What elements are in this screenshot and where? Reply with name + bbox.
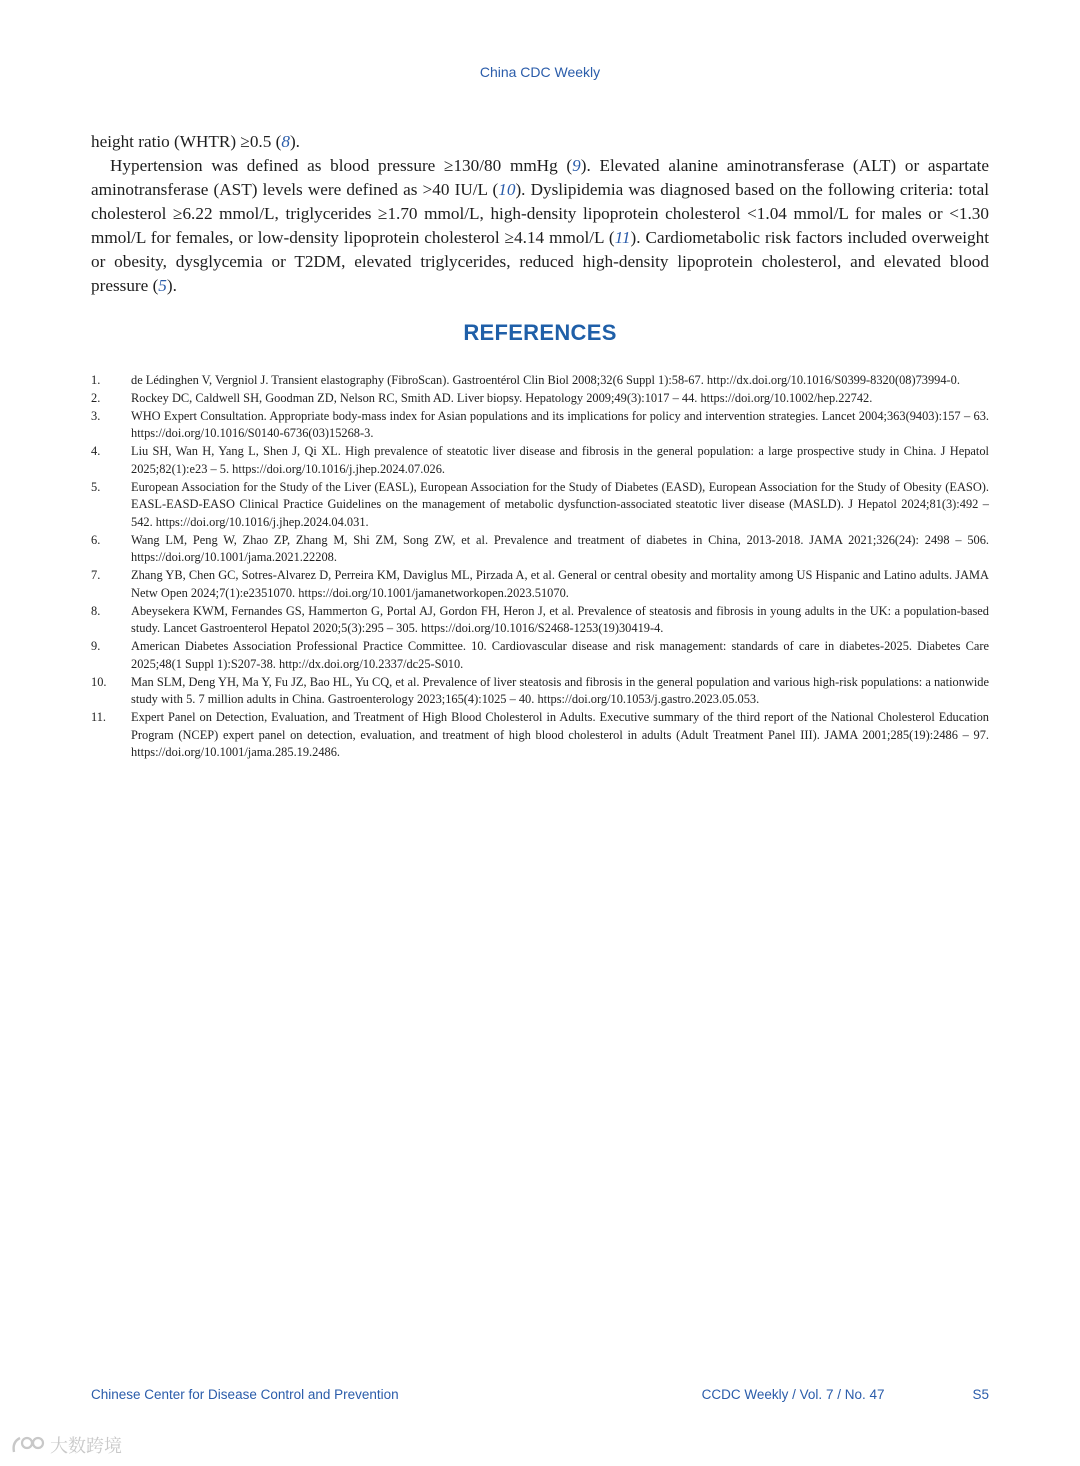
- reference-item: [91, 638, 989, 673]
- running-header: China CDC Weekly: [479, 64, 601, 80]
- citation-link[interactable]: 11: [614, 228, 631, 247]
- reference-number: 3.: [91, 408, 101, 423]
- reference-text: American Diabetes Association Professional Practice Committee. 10. Cardiovascular disease and risk management: standards of care in diabetes-2025. Diabetes Care 2025;48(1 Suppl 1):S207-38. http://dx.doi.org/10.2337/dc25-S010.: [131, 639, 989, 671]
- reference-item: [91, 390, 989, 408]
- paragraph-1: height ratio (WHTR) ≥0.5 (8).: [91, 132, 300, 151]
- reference-text: Wang LM, Peng W, Zhao ZP, Zhang M, Shi ZM, Song ZW, et al. Prevalence and treatment of diabetes in China, 2013-2018. JAMA 2021;326(24): 2498 – 506. https://doi.org/10.1001/jama.2021.22208.: [131, 532, 989, 565]
- reference-item: [91, 443, 989, 478]
- reference-number: 9.: [91, 639, 101, 654]
- reference-item: [91, 532, 989, 567]
- watermark: [10, 1432, 122, 1458]
- reference-item: [91, 567, 989, 602]
- reference-number: 4.: [91, 444, 101, 459]
- reference-text: Rockey DC, Caldwell SH, Goodman ZD, Nelson RC, Smith AD. Liver biopsy. Hepatology 2009;49(3):1017 – 44. https://doi.org/10.1002/hep.22742.: [131, 390, 873, 405]
- citation-link[interactable]: 10: [498, 180, 516, 199]
- reference-text: WHO Expert Consultation. Appropriate body-mass index for Asian populations and its implications for policy and intervention strategies. Lancet 2004;363(9403):157 – 63. https://doi.org/10.1016/S0140-6736(03)15268-3.: [131, 408, 989, 441]
- reference-item: [91, 709, 989, 762]
- reference-number: 11.: [91, 710, 107, 725]
- citation-link[interactable]: 5: [158, 276, 167, 295]
- reference-item: [91, 603, 989, 638]
- reference-text: Expert Panel on Detection, Evaluation, and Treatment of High Blood Cholesterol in Adults. Executive summary of the third report of the National Cholesterol Education Program (NCEP) expert panel on detection, evaluation, and treatment of high blood cholesterol in adults (Adult Treatment Panel III). JAMA 2001;285(19):2486 – 97. https://doi.org/10.1001/jama.285.19.2486.: [131, 710, 989, 760]
- watermark-text: 大数跨境: [50, 1436, 122, 1457]
- reference-number: 7.: [91, 568, 101, 583]
- reference-text: European Association for the Study of the Liver (EASL), European Association for the Study of Diabetes (EASD), European Association for the Study of Obesity (EASO). EASL-EASD-EASO Clinical Practice Guidelines on the management of metabolic dysfunction-associated steatotic liver disease (MASLD). J Hepatol 2024;81(3):492 – 542. https://doi.org/10.1016/j.jhep.2024.04.031.: [131, 479, 989, 529]
- citation-link[interactable]: 9: [572, 156, 581, 175]
- reference-number: 6.: [91, 532, 101, 547]
- reference-item: [91, 408, 989, 443]
- reference-number: 8.: [91, 603, 101, 618]
- reference-text: Abeysekera KWM, Fernandes GS, Hammerton G, Portal AJ, Gordon FH, Heron J, et al. Prevalence of steatosis and fibrosis in young adults in the UK: a population-based study. Lancet Gastroenterol Hepatol 2020;5(3):295 – 305. https://doi.org/10.1016/S2468-1253(19)30419-4.: [131, 603, 989, 636]
- reference-item: [91, 372, 989, 390]
- brand-logo-icon: [10, 1434, 46, 1456]
- footer-organization: Chinese Center for Disease Control and Prevention: [91, 1387, 399, 1402]
- reference-text: Zhang YB, Chen GC, Sotres-Alvarez D, Perreira KM, Daviglus ML, Pirzada A, et al. General or central obesity and mortality among US Hispanic and Latino adults. JAMA Netw Open 2024;7(1):e2351070. https://doi.org/10.1001/jamanetworkopen.2023.51070.: [131, 568, 989, 600]
- reference-number: 10.: [91, 674, 107, 689]
- reference-number: 5.: [91, 479, 101, 494]
- reference-text: Liu SH, Wan H, Yang L, Shen J, Qi XL. High prevalence of steatotic liver disease and fibrosis in the general population: a large prospective study in China. J Hepatol 2025;82(1):e23 – 5. https://doi.org/10.1016/j.jhep.2024.07.026.: [131, 444, 989, 476]
- paragraph-2: Hypertension was defined as blood pressure ≥130/80 mmHg (9). Elevated alanine aminotransferase (ALT) or aspartate aminotransferase (AST) levels were defined as >40 IU/L (10). Dyslipidemia was diagnosed based on the following criteria: total cholesterol ≥6.22 mmol/L, triglycerides ≥1.70 mmol/L, high-density lipoprotein cholesterol <1.04 mmol/L for males or <1.30 mmol/L for females, or low-density lipoprotein cholesterol ≥4.14 mmol/L (11). Cardiometabolic risk factors included overweight or obesity, dysglycemia or T2DM, elevated triglycerides, reduced high-density lipoprotein cholesterol, and elevated blood pressure (5).: [91, 156, 990, 295]
- body-text: [91, 130, 989, 298]
- reference-list: [91, 372, 989, 762]
- reference-item: [91, 674, 989, 709]
- references-heading: REFERENCES: [463, 320, 617, 345]
- page-footer: [91, 1387, 989, 1402]
- reference-number: 2.: [91, 390, 101, 405]
- footer-journal-info: CCDC Weekly / Vol. 7 / No. 47: [701, 1387, 885, 1402]
- citation-link[interactable]: 8: [281, 132, 290, 151]
- page-number: S5: [972, 1387, 989, 1402]
- reference-text: Man SLM, Deng YH, Ma Y, Fu JZ, Bao HL, Yu CQ, et al. Prevalence of liver steatosis and fibrosis in the general population and various high-risk populations: a nationwide study with 5. 7 million adults in China. Gastroenterology 2023;165(4):1025 – 40. https://doi.org/10.1053/j.gastro.2023.05.053.: [131, 674, 989, 707]
- reference-text: de Lédinghen V, Vergniol J. Transient elastography (FibroScan). Gastroentérol Clin Biol 2008;32(6 Suppl 1):58-67. http://dx.doi.org/10.1016/S0399-8320(08)73994-0.: [131, 373, 960, 387]
- reference-item: [91, 479, 989, 532]
- reference-number: 1.: [91, 373, 101, 387]
